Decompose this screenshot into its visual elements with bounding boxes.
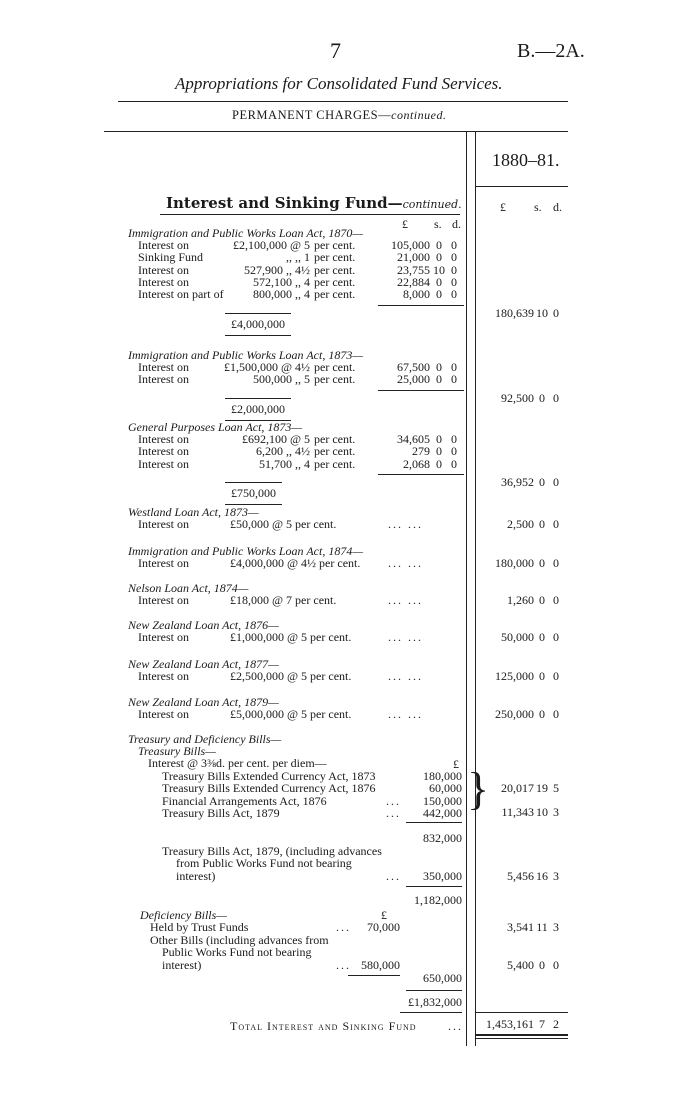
block-principal: £4,000,000 (225, 313, 291, 336)
row-pence: 0 (451, 456, 457, 471)
treasury-intro: Interest @ 3⅜d. per cent. per diem— (148, 756, 327, 770)
loan-total-shillings: 0 (539, 556, 545, 570)
loan-total-pounds: 250,000 (495, 707, 534, 721)
other-total-pence: 0 (553, 958, 559, 972)
deficiency-pound-head: £ (381, 908, 387, 922)
loan-title: New Zealand Loan Act, 1879— (128, 695, 279, 709)
held-label: Held by Trust Funds (150, 920, 249, 934)
treasury-row-dots: ... (386, 805, 401, 820)
row-shillings: 0 (436, 432, 442, 446)
year-pound-head: £ (500, 200, 506, 214)
loan-title: New Zealand Loan Act, 1876— (128, 618, 279, 632)
loan-total-pounds: 50,000 (501, 630, 534, 644)
row-pence: 0 (451, 372, 457, 387)
treasury-subtitle: Treasury Bills— (138, 744, 216, 758)
treasury-row-amount: 60,000 (429, 781, 462, 796)
treasury-subtotal: 832,000 (423, 831, 462, 845)
row-pounds: 22,884 (397, 274, 430, 289)
row4-total-pence: 3 (553, 805, 559, 819)
other-line2: Public Works Fund not bearing (162, 945, 312, 959)
row-pence: 0 (451, 444, 457, 459)
other-dots: ... (336, 958, 351, 972)
row-pence: 0 (451, 250, 457, 265)
row-shillings: 0 (436, 456, 442, 471)
row-amount: 572,100 ,, 4 (253, 274, 310, 289)
total-rule-bottom (476, 1034, 568, 1036)
loan-total-pounds: 125,000 (495, 669, 534, 683)
total-rule-bottom-2 (476, 1038, 568, 1039)
deficiency-subtotal: 650,000 (423, 971, 462, 985)
row-rate: per cent. (314, 432, 356, 446)
held-total-pounds: 3,541 (507, 920, 534, 934)
total-pence: 2 (553, 1017, 559, 1031)
brace-total-shillings: 19 (536, 781, 548, 795)
treasury-row-amount: 180,000 (423, 769, 462, 783)
row-amount: £692,100 @ 5 (241, 432, 310, 446)
row-amount: 527,900 ,, 4½ (244, 262, 310, 277)
row-rate: per cent. (314, 250, 356, 265)
brace-total-pence: 5 (553, 781, 559, 795)
row-amount: 6,200 ,, 4½ (256, 444, 310, 459)
treasury-row-dots: ... (386, 793, 401, 808)
loan-total-pounds: 1,260 (507, 593, 534, 607)
act1879-line3: interest) (176, 869, 216, 883)
loan-total-shillings: 0 (539, 707, 545, 721)
act1879-amount: 350,000 (423, 869, 462, 883)
treasury-subtotal2-rule (406, 886, 462, 887)
act1879-total-shillings: 16 (536, 869, 548, 883)
row-rate: per cent. (314, 287, 356, 302)
treasury-row-label: Treasury Bills Extended Currency Act, 1876 (162, 781, 376, 796)
header-rule (104, 131, 568, 132)
loan-total-shillings: 0 (539, 630, 545, 644)
principal-grand-total: £1,832,000 (408, 995, 462, 1009)
row-label: Interest on (138, 262, 189, 277)
held-total-pence: 3 (553, 920, 559, 934)
loan-amount: £50,000 @ 5 per cent. (230, 517, 337, 531)
other-amount: 580,000 (361, 958, 400, 972)
row-rate: per cent. (314, 274, 356, 289)
row-amount: 51,700 ,, 4 (259, 456, 310, 471)
row4-total-pounds: 11,343 (501, 805, 534, 819)
column-divider-inner (475, 131, 476, 1046)
row-label: Sinking Fund (138, 250, 204, 265)
treasury-subtotal-rule (406, 822, 462, 823)
treasury-row-label: Financial Arrangements Act, 1876 (162, 793, 327, 808)
row-shillings: 0 (436, 287, 442, 302)
row-pence: 0 (451, 262, 457, 277)
grand-total-rule (406, 990, 462, 991)
loan-title: Westland Loan Act, 1873— (128, 505, 259, 519)
loan-amount: £5,000,000 @ 5 per cent. (230, 707, 352, 721)
year-shilling-head: s. (534, 200, 542, 214)
row-pounds: 279 (412, 444, 430, 459)
loan-dots: ... ... (388, 593, 423, 607)
row-rate: per cent. (314, 456, 356, 471)
block-title: General Purposes Loan Act, 1873— (128, 420, 303, 434)
block-total-shillings: 0 (539, 474, 545, 489)
block-total-pence: 0 (553, 474, 559, 489)
row-pence: 0 (451, 238, 457, 252)
loan-dots: ... ... (388, 630, 423, 644)
row-pounds: 23,755 (397, 262, 430, 277)
treasury-pound-head: £ (453, 757, 459, 771)
brace-total-pounds: 20,017 (501, 781, 534, 795)
inner-pound-head: £ (402, 217, 408, 231)
loan-dots: ... ... (388, 517, 423, 531)
row-rate: per cent. (314, 238, 356, 252)
row-amount: 800,000 ,, 4 (253, 287, 310, 302)
block-total-shillings: 10 (536, 305, 548, 320)
title-rule (118, 101, 568, 102)
row-rate: per cent. (314, 444, 356, 459)
row-label: Interest on (138, 432, 189, 446)
loan-total-pence: 0 (553, 669, 559, 683)
treasury-row-label: Treasury Bills Extended Currency Act, 1873 (162, 769, 376, 783)
loan-total-pence: 0 (553, 593, 559, 607)
loan-dots: ... ... (388, 556, 423, 570)
loan-title: Immigration and Public Works Loan Act, 1874— (128, 544, 364, 558)
inner-shilling-head: s. (434, 217, 442, 231)
held-total-shillings: 11 (536, 920, 548, 934)
row-rate: per cent. (314, 360, 356, 374)
total-label: Total Interest and Sinking Fund (230, 1019, 417, 1033)
loan-total-pounds: 180,000 (495, 556, 534, 570)
treasury-row-amount: 150,000 (423, 793, 462, 808)
loan-total-pence: 0 (553, 556, 559, 570)
row-amount: £1,500,000 @ 4½ (223, 360, 310, 374)
row-shillings: 0 (436, 372, 442, 387)
loan-total-pence: 0 (553, 630, 559, 644)
treasury-row-label: Treasury Bills Act, 1879 (162, 805, 280, 820)
row-label: Interest on (138, 274, 189, 289)
row-pence: 0 (451, 432, 457, 446)
loan-label: Interest on (138, 707, 189, 721)
loan-total-shillings: 0 (539, 593, 545, 607)
row-pounds: 8,000 (403, 287, 430, 302)
block-total-pounds: 92,500 (501, 390, 534, 405)
section-rule (160, 214, 460, 215)
block-title: Immigration and Public Works Loan Act, 1873— (128, 348, 364, 362)
loan-title: Nelson Loan Act, 1874— (128, 581, 249, 595)
row-amount: 500,000 ,, 5 (253, 372, 310, 387)
fiscal-year: 1880–81. (492, 150, 560, 170)
row-shillings: 0 (436, 238, 442, 252)
row-label: Interest on (138, 360, 189, 374)
row-pounds: 34,605 (397, 432, 430, 446)
loan-total-pounds: 2,500 (507, 517, 534, 531)
loan-label: Interest on (138, 556, 189, 570)
treasury-subtotal2: 1,182,000 (414, 893, 462, 907)
page-number: 7 (330, 38, 341, 63)
loan-total-shillings: 0 (539, 669, 545, 683)
row-rate: per cent. (314, 372, 356, 387)
other-total-shillings: 0 (539, 958, 545, 972)
block-rule (378, 390, 464, 391)
loan-total-pence: 0 (553, 517, 559, 531)
row4-total-shillings: 10 (536, 805, 548, 819)
act1879-total-pounds: 5,456 (507, 869, 534, 883)
loan-dots: ... ... (388, 707, 423, 721)
other-line3: interest) (162, 958, 202, 972)
row-pounds: 25,000 (397, 372, 430, 387)
row-label: Interest on part of (138, 287, 224, 302)
grand-total-rule-bottom (400, 1012, 462, 1013)
act1879-line2: from Public Works Fund not bearing (176, 856, 352, 870)
loan-dots: ... ... (388, 669, 423, 683)
loan-title: New Zealand Loan Act, 1877— (128, 657, 279, 671)
treasury-title: Treasury and Deficiency Bills— (128, 732, 282, 746)
total-dots: ... (448, 1019, 463, 1033)
row-pence: 0 (451, 274, 457, 289)
loan-label: Interest on (138, 593, 189, 607)
row-shillings: 0 (436, 250, 442, 265)
row-label: Interest on (138, 444, 189, 459)
other-line1: Other Bills (including advances from (150, 933, 329, 947)
block-total-pounds: 180,639 (495, 305, 534, 320)
block-total-pounds: 36,952 (501, 474, 534, 489)
loan-amount: £18,000 @ 7 per cent. (230, 593, 337, 607)
block-title: Immigration and Public Works Loan Act, 1870— (128, 226, 364, 240)
brace-symbol: } (467, 763, 490, 814)
loan-label: Interest on (138, 517, 189, 531)
loan-label: Interest on (138, 630, 189, 644)
row-shillings: 10 (433, 262, 445, 277)
row-rate: per cent. (314, 262, 356, 277)
row-label: Interest on (138, 238, 189, 252)
page-title: Appropriations for Consolidated Fund Services. (175, 74, 503, 93)
year-rule (476, 186, 568, 187)
loan-total-pence: 0 (553, 707, 559, 721)
treasury-row-amount: 442,000 (423, 805, 462, 820)
column-divider (466, 131, 467, 1046)
inner-pence-head: d. (452, 217, 461, 231)
block-rule (378, 305, 464, 306)
loan-amount: £4,000,000 @ 4½ per cent. (230, 556, 361, 570)
row-label: Interest on (138, 456, 189, 471)
act1879-total-pence: 3 (553, 869, 559, 883)
total-pounds: 1,453,161 (486, 1017, 534, 1031)
loan-label: Interest on (138, 669, 189, 683)
row-shillings: 0 (436, 274, 442, 289)
loan-amount: £1,000,000 @ 5 per cent. (230, 630, 352, 644)
total-shillings: 7 (539, 1017, 545, 1031)
row-amount: £2,100,000 @ 5 (232, 238, 310, 252)
act1879-dots: ... (386, 869, 401, 883)
block-principal: £2,000,000 (225, 398, 291, 421)
year-pence-head: d. (553, 200, 562, 214)
loan-amount: £2,500,000 @ 5 per cent. (230, 669, 352, 683)
row-pence: 0 (451, 287, 457, 302)
held-dots: ... (336, 920, 351, 934)
block-total-pence: 0 (553, 390, 559, 405)
total-rule-top (476, 1012, 568, 1013)
held-amount: 70,000 (367, 920, 400, 934)
row-pounds: 21,000 (397, 250, 430, 265)
block-principal: £750,000 (225, 482, 282, 505)
act1879-line1: Treasury Bills Act, 1879, (including advances (162, 844, 382, 858)
block-rule (378, 474, 464, 475)
row-pounds: 67,500 (397, 360, 430, 374)
row-label: Interest on (138, 372, 189, 387)
page-subtitle: PERMANENT CHARGES—continued. (232, 108, 447, 122)
row-pounds: 105,000 (391, 238, 430, 252)
section-heading: Interest and Sinking Fund—continued. (166, 194, 462, 212)
loan-total-shillings: 0 (539, 517, 545, 531)
deficiency-title: Deficiency Bills— (140, 908, 227, 922)
deficiency-subtotal-rule (348, 975, 400, 976)
block-total-pence: 0 (553, 305, 559, 320)
row-shillings: 0 (436, 444, 442, 459)
row-shillings: 0 (436, 360, 442, 374)
other-total-pounds: 5,400 (507, 958, 534, 972)
block-total-shillings: 0 (539, 390, 545, 405)
row-pence: 0 (451, 360, 457, 374)
row-pounds: 2,068 (403, 456, 430, 471)
row-amount: ,, ,, 1 (286, 250, 310, 265)
document-reference: B.—2A. (517, 40, 585, 62)
